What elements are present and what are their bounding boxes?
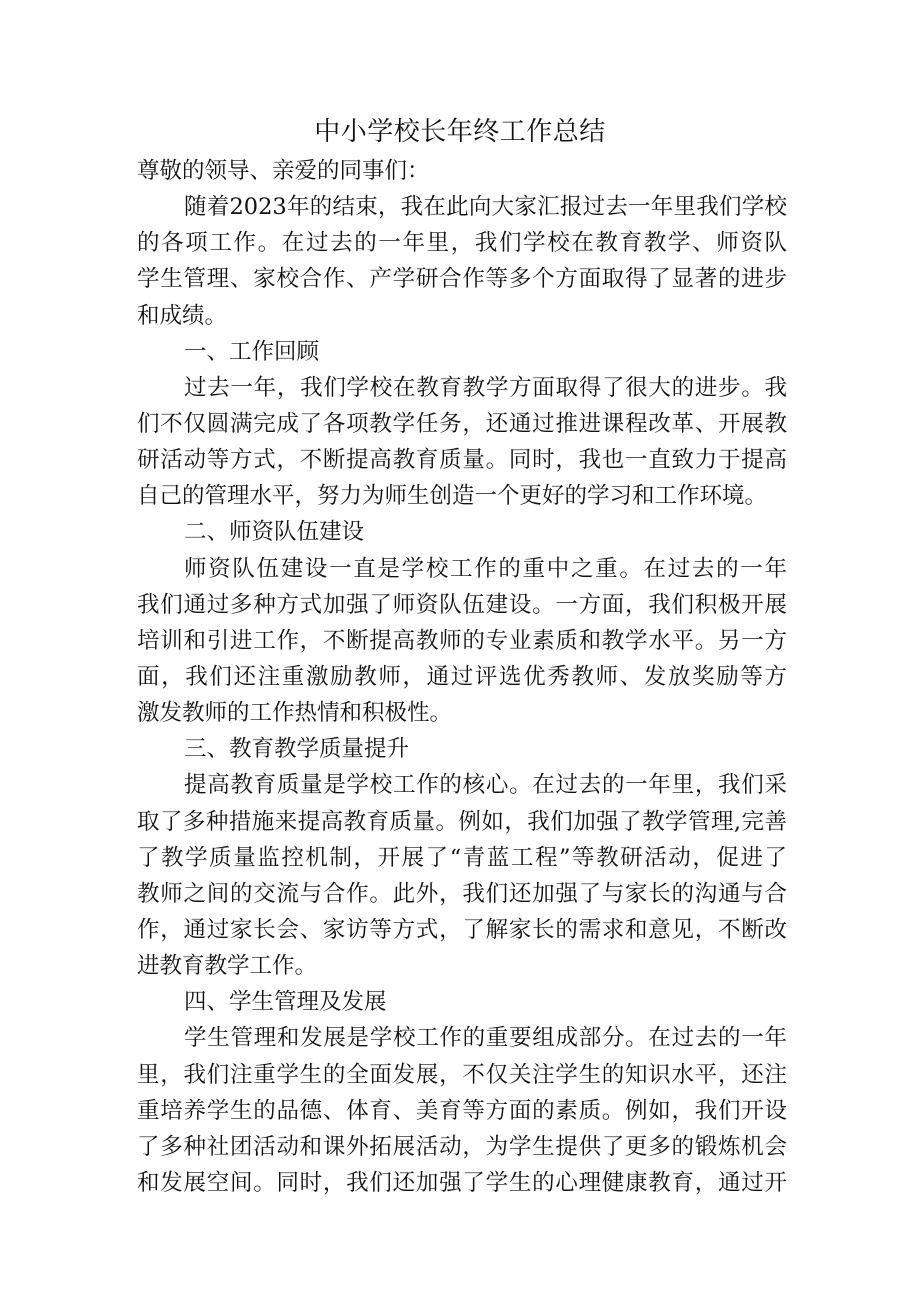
text-line: 作，通过家长会、家访等方式，了解家长的需求和意见，不断改 [137,916,787,943]
paragraph [137,1020,787,1201]
text-line: 的各项工作。在过去的一年里，我们学校在教育教学、师资队 [137,230,787,257]
document-body [137,153,787,1201]
text-line: 过去一年，我们学校在教育教学方面取得了很大的进步。我 [184,374,787,401]
paragraph [137,767,787,984]
text-line: 学生管理和发展是学校工作的重要组成部分。在过去的一年 [184,1025,787,1052]
body-blocks [137,189,787,1201]
text-line: 自己的管理水平，努力为师生创造一个更好的学习和工作环境。 [137,483,768,510]
text-line: 重培养学生的品德、体育、美育等方面的素质。例如，我们开设 [137,1097,787,1124]
text-line: 培训和引进工作，不断提高教师的专业素质和教学水平。另一方 [137,627,787,654]
text-line: 二、师资队伍建设 [184,519,365,546]
text-line: 里，我们注重学生的全面发展，不仅关注学生的知识水平，还注 [137,1061,787,1088]
text-line: 一、工作回顾 [184,338,320,365]
salutation: 尊敬的领导、亲爱的同事们： [137,158,430,184]
text-line: 取了多种措施来提高教育质量。例如，我们加强了教学管理,完善 [137,808,787,835]
section-heading [137,731,787,767]
text-line: 三、教育教学质量提升 [184,736,410,763]
section-heading [137,984,787,1020]
text-line: 教师之间的交流与合作。此外，我们还加强了与家长的沟通与合 [137,880,787,907]
paragraph [137,551,787,732]
text-line: 和发展空间。同时，我们还加强了学生的心理健康教育，通过开 [137,1169,787,1196]
section-heading [137,334,787,370]
document-title: 中小学校长年终工作总结 [314,117,606,147]
text-line: 们不仅圆满完成了各项教学任务，还通过推进课程改革、开展教 [137,410,787,437]
text-line: 师资队伍建设一直是学校工作的重中之重。在过去的一年 [184,555,787,582]
text-line: 了教学质量监控机制，开展了“青蓝工程”等教研活动，促进了 [137,844,787,871]
paragraph [137,189,787,334]
text-line: 学生管理、家校合作、产学研合作等多个方面取得了显著的进步 [137,266,787,293]
text-line: 我们通过多种方式加强了师资队伍建设。一方面，我们积极开展 [137,591,787,618]
text-line: 提高教育质量是学校工作的核心。在过去的一年里，我们采 [184,772,787,799]
text-line: 研活动等方式，不断提高教育质量。同时，我也一直致力于提高 [137,447,787,474]
text-line: 面，我们还注重激励教师，通过评选优秀教师、发放奖励等方 [137,663,787,690]
text-line: 四、学生管理及发展 [184,989,387,1016]
section-heading [137,514,787,550]
text-line: 进教育教学工作。 [137,953,318,980]
text-line: 激发教师的工作热情和积极性。 [137,700,453,727]
paragraph [137,370,787,515]
text-line: 和成绩。 [137,302,228,329]
text-line: 了多种社团活动和课外拓展活动，为学生提供了更多的锻炼机会 [137,1133,787,1160]
text-line: 随着2023年的结束，我在此向大家汇报过去一年里我们学校 [184,194,787,221]
